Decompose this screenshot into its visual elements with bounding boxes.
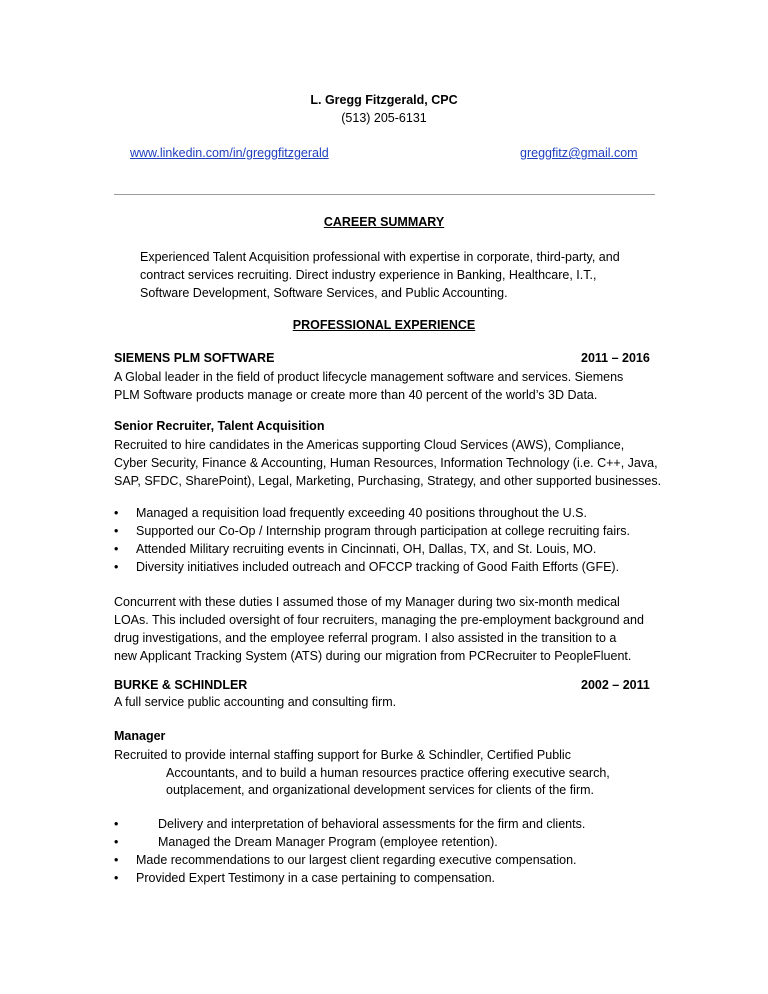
bullet-text: Provided Expert Testimony in a case pertaining to compensation. [136,871,495,885]
company-name: BURKE & SCHINDLER [114,678,248,692]
concurrent-line: drug investigations, and the employee referral program. I also assisted in the transition to a [114,631,617,645]
career-summary-text [140,248,620,302]
linkedin-link[interactable]: www.linkedin.com/in/greggfitzgerald [130,146,329,160]
bullet-text: Attended Military recruiting events in Cincinnati, OH, Dallas, TX, and St. Louis, MO. [136,542,597,556]
experience-heading: PROFESSIONAL EXPERIENCE [292,318,476,332]
bullet-text: Diversity initiatives included outreach and OFCCP tracking of Good Faith Efforts (GFE). [136,560,620,574]
bullet-icon: • [114,560,119,574]
duties-line: outplacement, and organizational development services for clients of the firm. [166,783,595,797]
header-divider [114,194,655,195]
phone-number: (513) 205-6131 [341,111,427,125]
bullet-text: Managed a requisition load frequently exceeding 40 positions throughout the U.S. [136,506,587,520]
bullet-text: Supported our Co-Op / Internship program through participation at college recruiting fairs. [136,524,631,538]
employment-dates: 2002 – 2011 [581,678,650,692]
bullet-text: Managed the Dream Manager Program (employee retention). [158,835,498,849]
job-duties [114,436,661,490]
concurrent-line: new Applicant Tracking System (ATS) during our migration from PCRecruiter to PeopleFluent. [114,649,632,663]
bullet-icon: • [114,542,119,556]
job-title: Manager [114,729,166,743]
description-line: A Global leader in the field of product lifecycle management software and services. Siemens [114,370,624,384]
duties-line: Accountants, and to build a human resources practice offering executive search, [166,766,610,780]
summary-line: Software Development, Software Services, and Public Accounting. [140,286,508,300]
career-summary-heading: CAREER SUMMARY [323,215,445,229]
summary-line: contract services recruiting. Direct industry experience in Banking, Healthcare, I.T., [140,268,597,282]
duties-line: SAP, SFDC, SharePoint), Legal, Marketing, Purchasing, Strategy, and other supported businesses. [114,474,662,488]
description-line: PLM Software products manage or create more than 40 percent of the world’s 3D Data. [114,388,598,402]
bullet-icon: • [114,524,119,538]
duties-line: Recruited to provide internal staffing support for Burke & Schindler, Certified Public [114,748,571,762]
bullet-icon: • [114,871,119,885]
employment-dates: 2011 – 2016 [581,351,650,365]
bullet-icon: • [114,853,119,867]
bullet-text: Delivery and interpretation of behavioral assessments for the firm and clients. [158,817,586,831]
summary-line: Experienced Talent Acquisition professional with expertise in corporate, third-party, and [140,250,620,264]
candidate-name: L. Gregg Fitzgerald, CPC [310,93,458,107]
duties-line: Cyber Security, Finance & Accounting, Human Resources, Information Technology (i.e. C++, Java, [114,456,658,470]
duties-line: Recruited to hire candidates in the Americas supporting Cloud Services (AWS), Compliance, [114,438,625,452]
bullet-icon: • [114,506,119,520]
email-link[interactable]: greggfitz@gmail.com [520,146,638,160]
bullet-icon: • [114,817,119,831]
bullet-text: Made recommendations to our largest client regarding executive compensation. [136,853,577,867]
concurrent-duties [114,593,644,665]
company-description: A full service public accounting and consulting firm. [114,695,397,709]
company-description [114,368,623,404]
concurrent-line: Concurrent with these duties I assumed those of my Manager during two six-month medical [114,595,620,609]
concurrent-line: LOAs. This included oversight of four recruiters, managing the pre-employment background and [114,613,644,627]
job-title: Senior Recruiter, Talent Acquisition [114,419,325,433]
company-name: SIEMENS PLM SOFTWARE [114,351,275,365]
bullet-icon: • [114,835,119,849]
